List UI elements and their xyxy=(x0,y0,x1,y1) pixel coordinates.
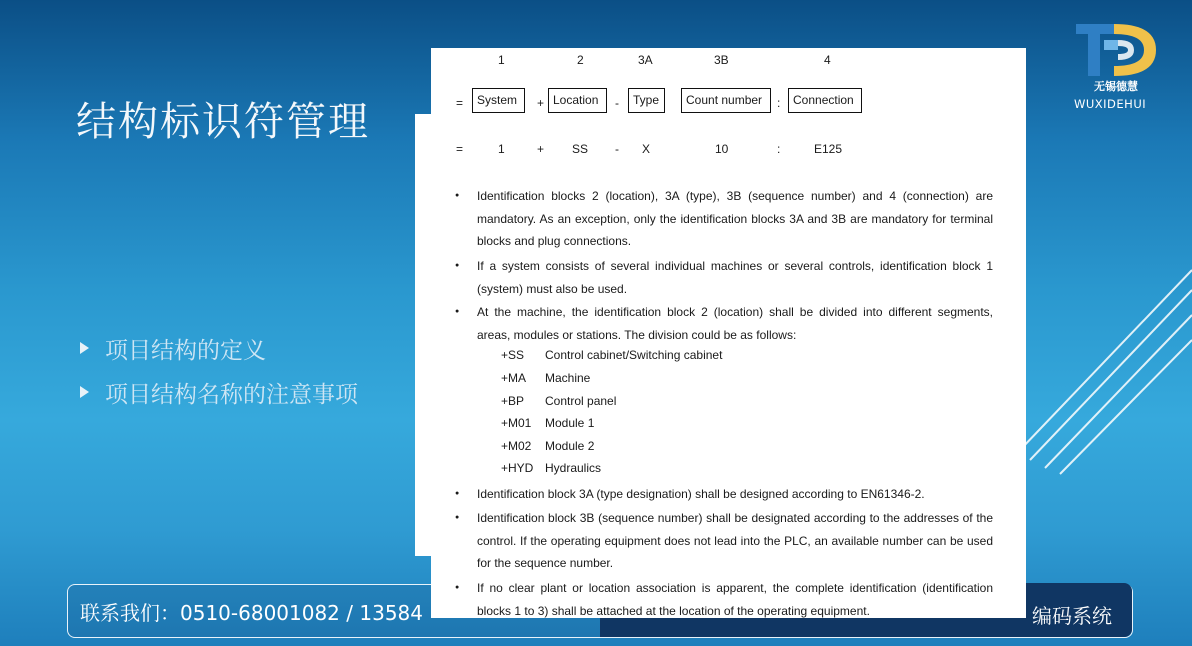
minus-sign: - xyxy=(615,96,619,110)
triangle-bullet-icon xyxy=(80,342,89,354)
minus-sign: - xyxy=(615,142,619,156)
document-page xyxy=(431,48,1026,618)
topic-label: 项目结构名称的注意事项 xyxy=(105,381,358,408)
block-number: 3A xyxy=(638,53,653,67)
count-number-box: Count number xyxy=(681,88,771,113)
topic-item xyxy=(80,370,358,414)
triangle-bullet-icon xyxy=(80,386,89,398)
segment-code: +M01 xyxy=(501,416,532,430)
plus-sign: + xyxy=(537,96,545,110)
system-box: System xyxy=(472,88,525,113)
document-bullet: ● If a system consists of several individual machines or several controls, identification block 1 (system) must also be used. xyxy=(477,255,993,300)
segment-desc: Module 2 xyxy=(545,439,595,453)
topic-list xyxy=(80,326,358,414)
equals-sign: = xyxy=(456,142,464,156)
segment-desc: Control panel xyxy=(545,394,617,408)
decorative-lines xyxy=(1000,260,1192,480)
contact-text: 联系我们：0510-68001082 / 13584 xyxy=(80,601,423,625)
block-number: 2 xyxy=(577,53,584,67)
topic-item xyxy=(80,326,358,370)
segment-desc: Control cabinet/Switching cabinet xyxy=(545,348,723,362)
colon-sign: : xyxy=(777,96,781,110)
document-bullet: ● At the machine, the identification block 2 (location) shall be divided into different segments, areas, modules or stations. The division could be as follows: xyxy=(477,301,993,346)
document-bullet: ● Identification blocks 2 (location), 3A (type), 3B (sequence number) and 4 (connection) are mandatory. As an exception, only the identification blocks 3A and 3B are mandatory for terminal blocks and plug connections. xyxy=(477,185,993,253)
contact-right-text: 编码系统 xyxy=(1032,604,1112,628)
segment-desc: Module 1 xyxy=(545,416,595,430)
logo-text-en: WUXIDEHUI xyxy=(1074,97,1147,111)
segment-row xyxy=(501,439,594,453)
location-box: Location xyxy=(548,88,607,113)
segment-code: +HYD xyxy=(501,461,534,475)
segment-row xyxy=(501,371,590,385)
company-logo xyxy=(1070,20,1160,112)
logo-text-cn: 无锡德慧 xyxy=(1094,80,1138,93)
segment-code: +SS xyxy=(501,348,525,362)
colon-sign: : xyxy=(777,142,781,156)
example-value: X xyxy=(642,142,651,156)
block-number: 3B xyxy=(714,53,729,67)
type-box: Type xyxy=(628,88,665,113)
segment-row xyxy=(501,416,594,430)
segment-desc: Machine xyxy=(545,371,591,385)
document-bullet: ● Identification block 3A (type designation) shall be designed according to EN61346-2. xyxy=(477,483,993,506)
segment-row xyxy=(501,461,601,475)
segment-desc: Hydraulics xyxy=(545,461,602,475)
plus-sign: + xyxy=(537,142,545,156)
segment-code: +M02 xyxy=(501,439,532,453)
document-bullet: ● If no clear plant or location association is apparent, the complete identification (identification blocks 1 to 3) shall be attached at the location of the operating equipment. xyxy=(477,577,993,622)
document-bullet: ● Identification block 3B (sequence number) shall be designated according to the addresses of the control. If the operating equipment does not lead into the PLC, an available number can be used for the sequence number. xyxy=(477,507,993,575)
example-value: E125 xyxy=(814,142,843,156)
example-value: SS xyxy=(572,142,589,156)
segment-code: +MA xyxy=(501,371,527,385)
connection-box: Connection xyxy=(788,88,862,113)
segment-row xyxy=(501,394,616,408)
logo-mark-icon xyxy=(1074,20,1158,78)
equals-sign: = xyxy=(456,96,464,110)
segment-code: +BP xyxy=(501,394,525,408)
slide-title: 结构标识符管理 xyxy=(76,99,370,145)
topic-label: 项目结构的定义 xyxy=(105,337,266,364)
example-value: 10 xyxy=(715,142,729,156)
segment-row xyxy=(501,348,722,362)
block-number: 4 xyxy=(824,53,831,67)
example-value: 1 xyxy=(498,142,505,156)
block-number: 1 xyxy=(498,53,505,67)
